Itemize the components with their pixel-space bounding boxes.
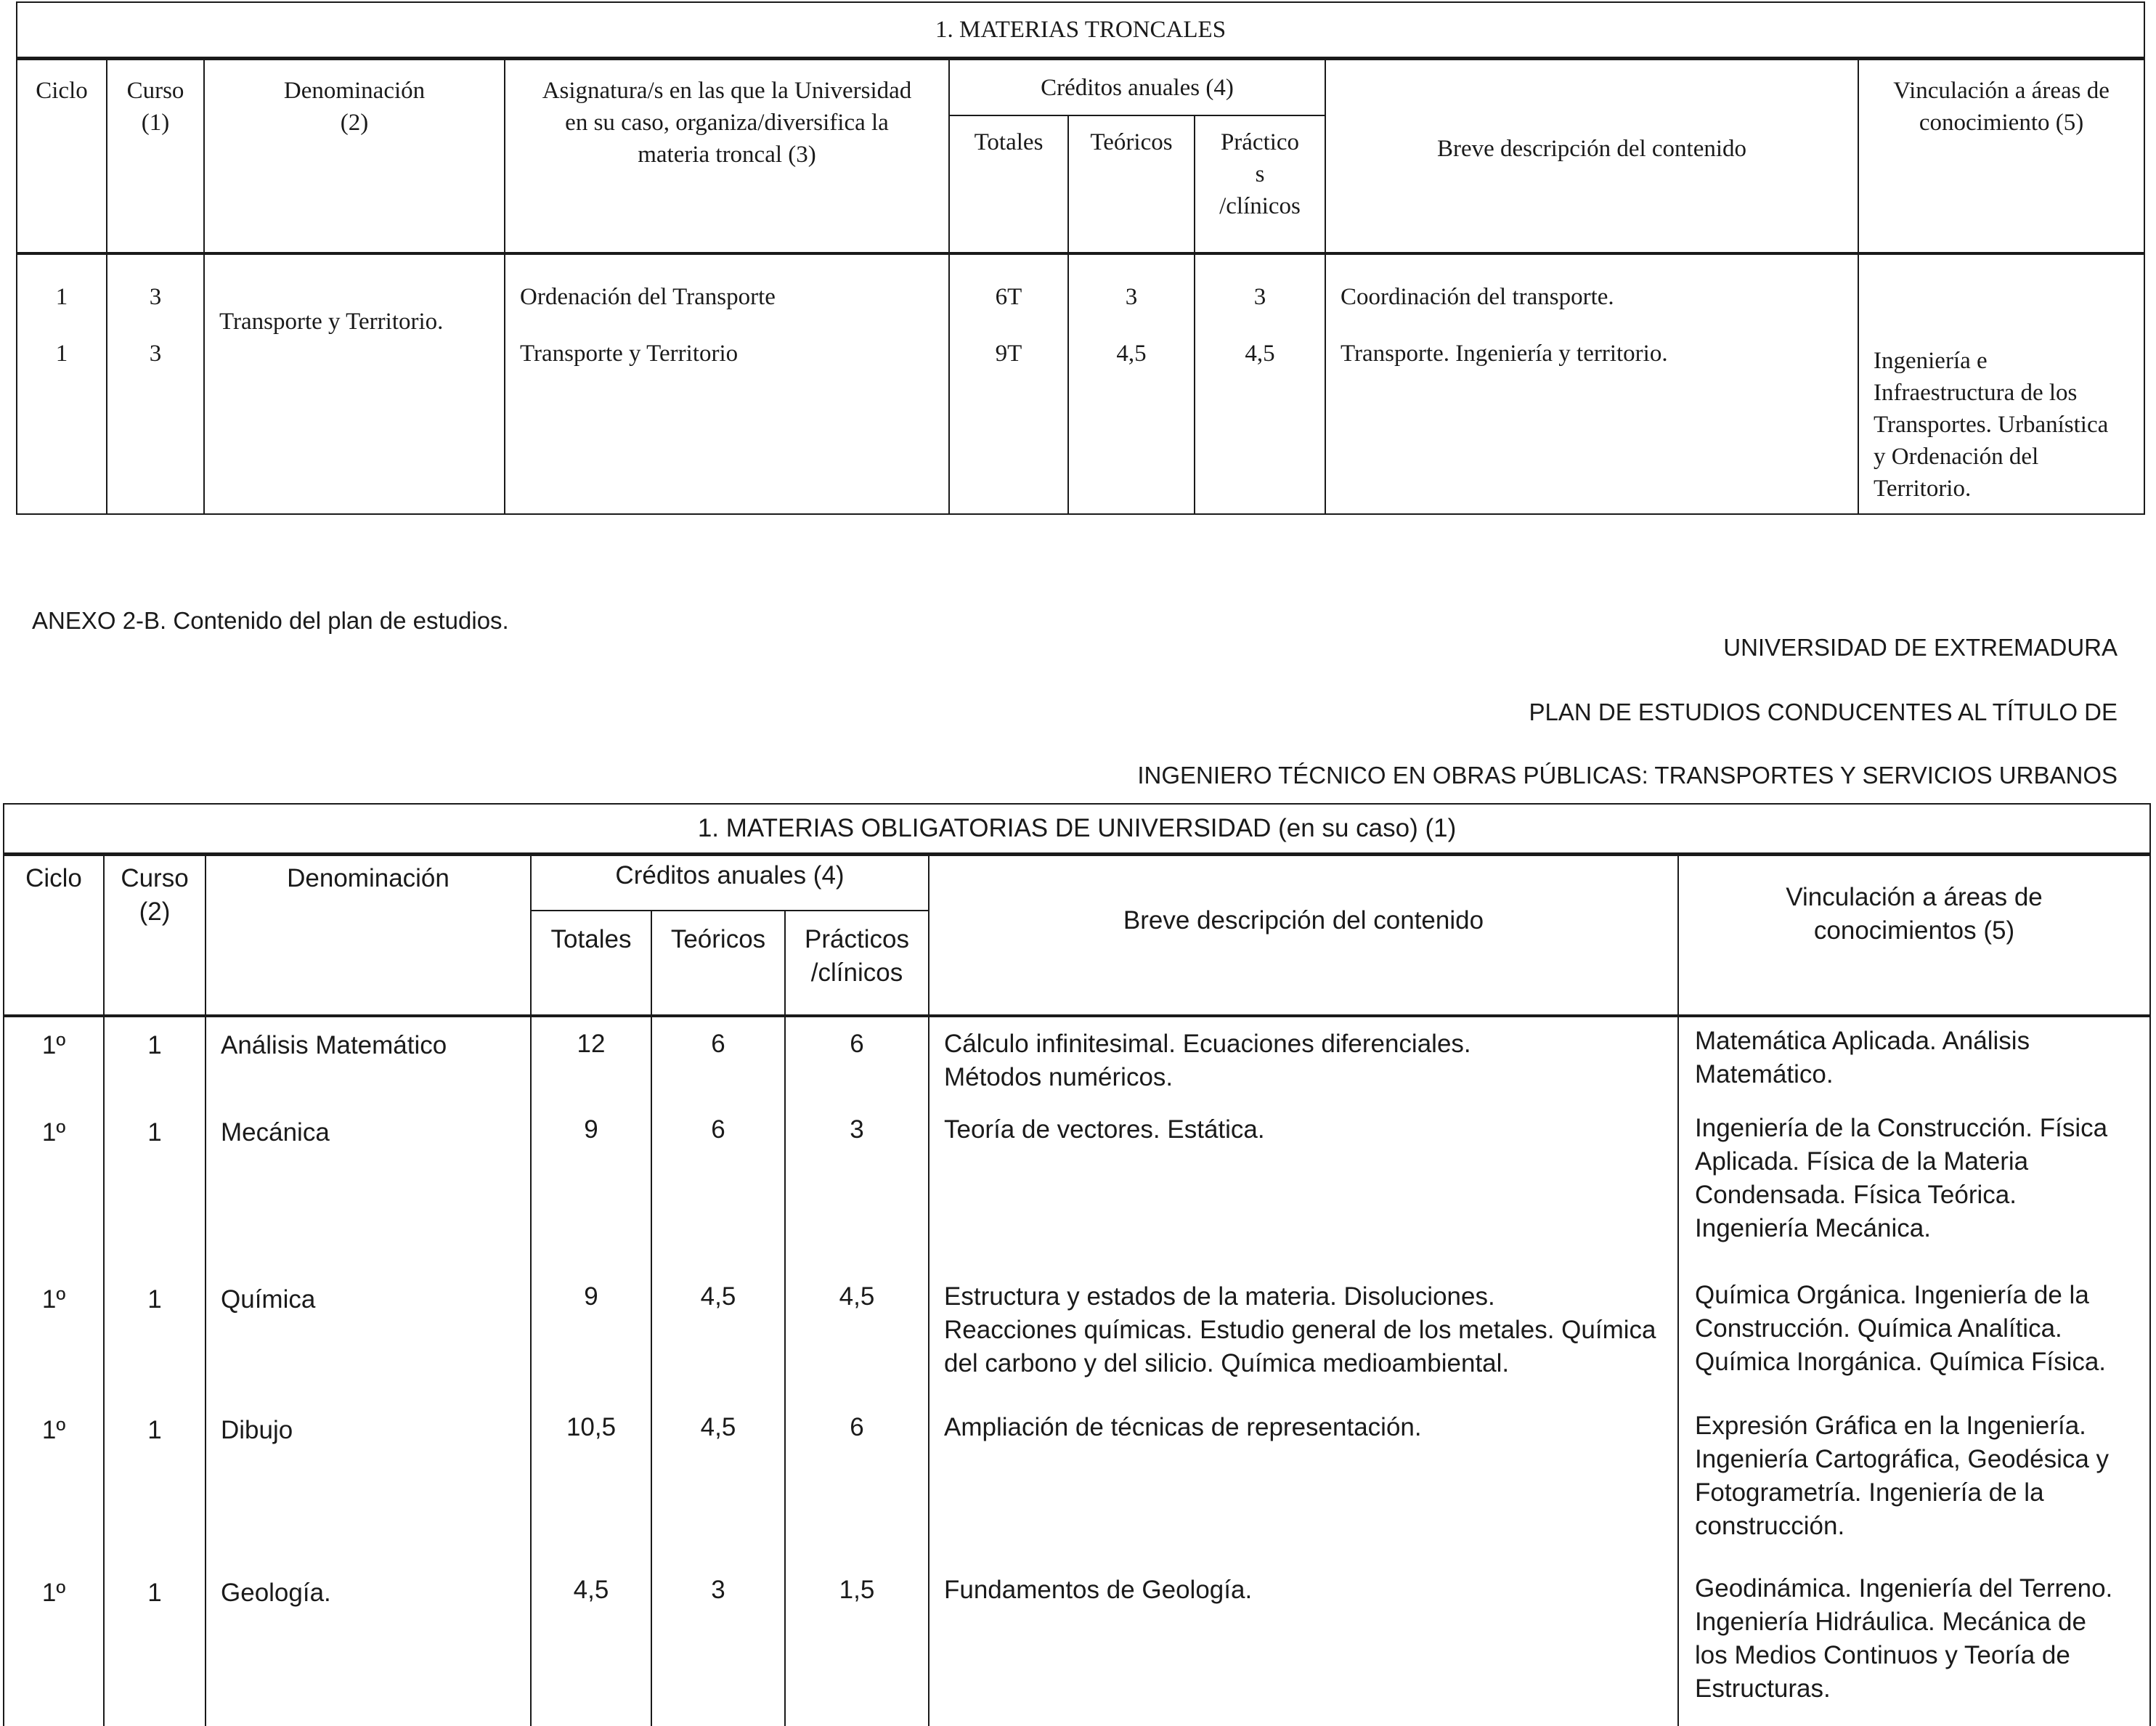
- table-cell-practicos: 6: [785, 1016, 929, 1102]
- table-cell-vinculacion: Expresión Gráfica en la Ingeniería. Ingeniería Cartográfica, Geodésica y Fotogrametría. Ingeniería de la construcción.: [1678, 1404, 2150, 1566]
- degree-title: INGENIERO TÉCNICO EN OBRAS PÚBLICAS: TRANSPORTES Y SERVICIOS URBANOS: [1137, 762, 2118, 789]
- table-cell-vinculacion: Ingeniería de la Construcción. Física Aplicada. Física de la Materia Condensada. Física Teórica. Ingeniería Mecánica.: [1678, 1102, 2150, 1269]
- table-cell-curso: 3 3: [107, 253, 204, 514]
- table-cell-ciclo: 1º: [4, 1269, 104, 1404]
- table-row: [4, 1269, 2150, 1404]
- table-cell-ciclo: 1º: [4, 1102, 104, 1269]
- table-cell-practicos: 3 4,5: [1195, 253, 1325, 514]
- header-creditos: Créditos anuales (4): [531, 855, 929, 911]
- header-denominacion: Denominación (2): [204, 59, 505, 254]
- header-practicos: Prácticos /clínicos: [785, 911, 929, 1016]
- table-cell-denominacion: Geología.: [206, 1566, 531, 1726]
- table-cell-totales: 12: [531, 1016, 651, 1102]
- table-cell-denominacion: Dibujo: [206, 1404, 531, 1566]
- annex-label: ANEXO 2-B. Contenido del plan de estudios.: [32, 607, 509, 634]
- table-cell-totales: 4,5: [531, 1566, 651, 1726]
- table-cell-curso: 1: [104, 1566, 206, 1726]
- header-curso: Curso (2): [104, 855, 206, 1017]
- table-cell-denominacion: Análisis Matemático: [206, 1016, 531, 1102]
- table-cell-asignatura: Ordenación del Transporte Transporte y Territorio: [505, 253, 949, 514]
- plan-title: PLAN DE ESTUDIOS CONDUCENTES AL TÍTULO DE: [1529, 699, 2118, 725]
- header-vinculacion: Vinculación a áreas de conocimiento (5): [1858, 59, 2144, 254]
- table-cell-totales: 9: [531, 1102, 651, 1269]
- table-cell-descripcion: Estructura y estados de la materia. Disoluciones. Reacciones químicas. Estudio general de los metales. Química del carbono y del silicio. Química medioambiental.: [929, 1269, 1678, 1404]
- header-asignaturas: Asignatura/s en las que la Universidad en su caso, organiza/diversifica la materia troncal (3): [505, 59, 949, 254]
- header-descripcion: Breve descripción del contenido: [1325, 59, 1858, 254]
- table-cell-totales: 6T 9T: [949, 253, 1068, 514]
- table-row: [4, 1016, 2150, 1102]
- table-cell-practicos: 4,5: [785, 1269, 929, 1404]
- table-cell-practicos: 6: [785, 1404, 929, 1566]
- table-cell-vinculacion: Química Orgánica. Ingeniería de la Construcción. Química Analítica. Química Inorgánica. Química Física.: [1678, 1269, 2150, 1404]
- table-cell-descripcion: Fundamentos de Geología.: [929, 1566, 1678, 1726]
- header-denominacion: Denominación: [206, 855, 531, 1017]
- header-creditos: Créditos anuales (4): [949, 59, 1325, 116]
- table-cell-teoricos: 3: [651, 1566, 785, 1726]
- table-cell-curso: 1: [104, 1269, 206, 1404]
- table-cell-vinculacion: Ingeniería e Infraestructura de los Transportes. Urbanística y Ordenación del Territorio.: [1858, 253, 2144, 514]
- header-practicos: Práctico s /clínicos: [1195, 115, 1325, 253]
- obligatorias-title: 1. MATERIAS OBLIGATORIAS DE UNIVERSIDAD (en su caso) (1): [4, 804, 2150, 855]
- table-cell-vinculacion: Geodinámica. Ingeniería del Terreno. Ingeniería Hidráulica. Mecánica de los Medios Continuos y Teoría de Estructuras.: [1678, 1566, 2150, 1726]
- table-cell-totales: 10,5: [531, 1404, 651, 1566]
- troncales-title: 1. MATERIAS TRONCALES: [17, 2, 2144, 59]
- table-cell-curso: 1: [104, 1404, 206, 1566]
- table-cell-vinculacion: Matemática Aplicada. Análisis Matemático.: [1678, 1016, 2150, 1102]
- table-cell-ciclo: 1º: [4, 1016, 104, 1102]
- header-totales: Totales: [531, 911, 651, 1016]
- table-cell-curso: 1: [104, 1016, 206, 1102]
- header-totales: Totales: [949, 115, 1068, 253]
- header-ciclo: Ciclo: [17, 59, 107, 254]
- table-row: [4, 1404, 2150, 1566]
- table-cell-practicos: 1,5: [785, 1566, 929, 1726]
- table-cell-teoricos: 4,5: [651, 1404, 785, 1566]
- table-cell-descripcion: Cálculo infinitesimal. Ecuaciones diferenciales. Métodos numéricos.: [929, 1016, 1678, 1102]
- table-cell-curso: 1: [104, 1102, 206, 1269]
- table-cell-teoricos: 3 4,5: [1068, 253, 1195, 514]
- table-cell-practicos: 3: [785, 1102, 929, 1269]
- obligatorias-table: [3, 803, 2151, 1726]
- table-cell-descripcion: Teoría de vectores. Estática.: [929, 1102, 1678, 1269]
- table-cell-ciclo: 1º: [4, 1404, 104, 1566]
- header-teoricos: Teóricos: [1068, 115, 1195, 253]
- table-row: [4, 1102, 2150, 1269]
- table-cell-descripcion: Ampliación de técnicas de representación.: [929, 1404, 1678, 1566]
- table-cell-denominacion: Mecánica: [206, 1102, 531, 1269]
- table-cell-totales: 9: [531, 1269, 651, 1404]
- table-cell-teoricos: 6: [651, 1016, 785, 1102]
- table-cell-ciclo: 1º: [4, 1566, 104, 1726]
- table-cell-ciclo: 1 1: [17, 253, 107, 514]
- header-teoricos: Teóricos: [651, 911, 785, 1016]
- table-cell-denominacion: Química: [206, 1269, 531, 1404]
- header-curso: Curso (1): [107, 59, 204, 254]
- table-cell-descripcion: Coordinación del transporte. Transporte. Ingeniería y territorio.: [1325, 253, 1858, 514]
- university-name: UNIVERSIDAD DE EXTREMADURA: [1723, 634, 2118, 661]
- header-ciclo: Ciclo: [4, 855, 104, 1017]
- table-row: [4, 1566, 2150, 1726]
- table-cell-teoricos: 6: [651, 1102, 785, 1269]
- header-descripcion: Breve descripción del contenido: [929, 855, 1678, 1017]
- troncales-table: [16, 1, 2145, 515]
- table-cell-denominacion: Transporte y Territorio.: [204, 253, 505, 514]
- header-vinculacion: Vinculación a áreas de conocimientos (5): [1678, 855, 2150, 1017]
- table-cell-teoricos: 4,5: [651, 1269, 785, 1404]
